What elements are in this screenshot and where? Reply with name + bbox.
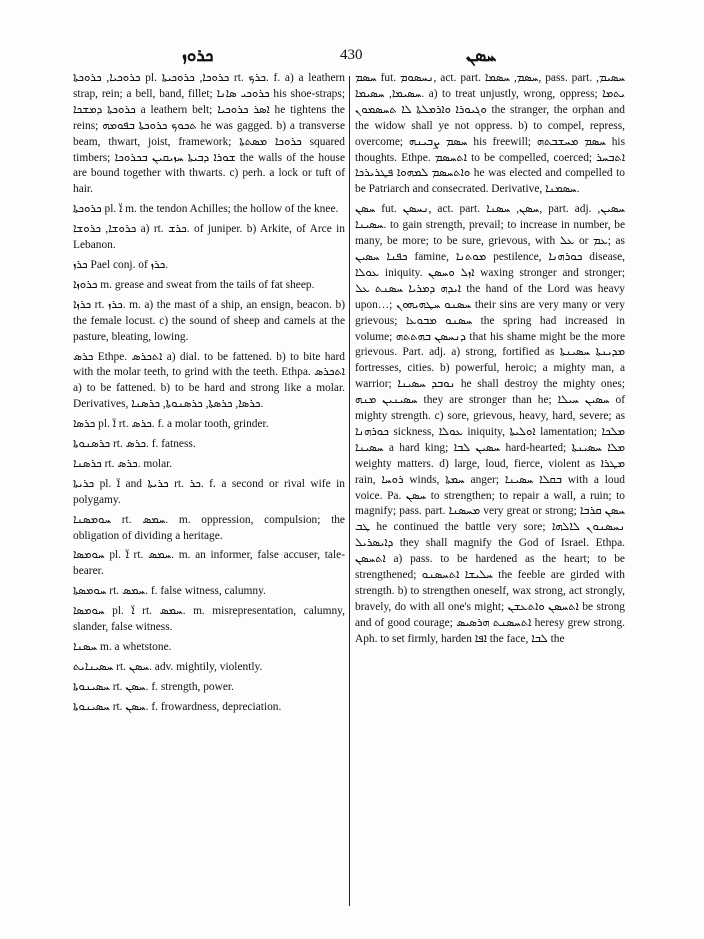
dictionary-entry: ܚܘܡܣܬܐ rt. ܚܡܣ. f. false witness, calumny. (73, 585, 266, 598)
left-column (73, 71, 345, 720)
dictionary-entry: ܚܘܡܣܐ pl. ܐ̈ rt. ܚܡܣ. m. an informer, false accuser, tale-bearer. (73, 549, 345, 578)
dictionary-entry: ܟܪܘܙܐ m. grease and sweat from the tails of fat sheep. (73, 278, 315, 291)
page-header (0, 46, 704, 70)
dictionary-entry: ܚܣܝܢܐܝܬ rt. ܚܣܢ. adv. mightily, violently. (73, 660, 263, 673)
dictionary-entry: ܚܘܡܣܐ pl. ܐ̈ rt. ܚܡܣ. m. misrepresentation, calumny, slander, false witness. (73, 605, 345, 634)
dictionary-entry: ܟܪܣܢܘܬܐ rt. ܟܪܣ. f. fatness. (73, 438, 196, 451)
dictionary-entry: ܚܣܝܢܘܬܐ rt. ܚܣܢ. f. strength, power. (73, 680, 234, 693)
dictionary-entry: ܚܘܡܣܢܐ rt. ܚܡܣ. m. oppression, compulsion; the obligation of dividing a heritage. (73, 513, 345, 542)
dictionary-entry: ܟܪܘܟܬܐ pl. ܐ̈ m. the tendon Achilles; the hollow of the knee. (73, 203, 339, 216)
left-guide-word: ܟܪܘܙ (182, 46, 214, 66)
dictionary-entry: ܚܣܡ fut. ܢܚܣܘܡ, act. part. ܚܣܡ, ܚܣܡܐ, pass. part. ܚܣܝܡ, ܚܣܝܡܐ, ܚܣܝܡܐ. a) to treat unjustly, wrong, oppress; ܝܬܡܐ ܘܓܝܘܪܐ ܘܐܪܡܠܬܐ ܠܐ ܬܚܣܡܘܢ the stranger, the orphan and the widow shall ye not oppress. b) to compel, repress, overcome; ܚܣܡ ܨܒܝܢܗ his freewill; ܚܣܡ ܡܚܫܒܬܗ his thoughts. Ethpe. ܐܬܚܣܡ to be compelled, coerced; ܐܬܒܚܪ ܘܐܬܚܣܡ ܠܡܗܘܐ ܦܛܪܝܪܟܐ he was elected and compelled to be Patriarch and consecrated. Derivative, ܚܣܡܢܐ. (355, 72, 626, 196)
right-guide-word: ܚܣܢ (466, 46, 497, 66)
dictionary-entry: ܚܣܢܐ m. a whetstone. (73, 641, 172, 653)
dictionary-entry: ܟܪܣܐ pl. ܐ̈ rt. ܟܪܣ. f. a molar tooth, grinder. (73, 418, 269, 431)
dictionary-entry: ܟܪܘܟܝܐ, ܟܪܘܟܬܐ pl. ܟܪܘܟܐ, ܟܪܘܟܝܬܐ rt. ܟܪܟ. f. a) a leathern strap, rein; a bell, band, fillet; ܟܪܘܟܝ ܣܐܢܐ his shoe-straps; ܟܪܘܟܬܐ ܕܡܫܟܐ a leathern belt; ܐܣܪ ܟܪܘܟܝܐ he tightens the reins; ܬܟܘܟ ܟܪܘܟܬܐ ܒܦܘܡܗ he was gagged. b) a transverse beam, thwart, joist, framework; ܟܪܘܟܐ ܡܣܬܬܐ squared timbers; ܫܘܪܐ ܕܒܝܬܐ ܚܙܝܩܝܢ ܒܟܪܘܟܐ the walls of the house are bound together with thwarts. c) perh. a lock or tuft of hair. (73, 72, 346, 196)
dictionary-entry: ܚܣܝܢܘܬܐ rt. ܚܣܢ. f. frowardness, depreciation. (73, 700, 282, 713)
dictionary-entry: ܚܣܢ fut. ܢܚܣܢ, act. part. ܚܣܢ, ܚܣܢܐ, part. adj. ܚܣܝܢ, ܚܣܝܢܐ. to gain strength, prevail; to increase in number, be many, be more; to be sure, grievous, with ܥܠ or ܥܡ; as ܟܦܢܐ ܚܣܝܢ famine, ܡܘܬܢܐ pestilence, ܟܘܪܗܢܐ disease, ܥܘܠܐ iniquity. ܐܙܠ ܘܚܣܢ waxing stronger and stronger; ܐܝܕܗ ܕܡܪܝܐ ܚܣܢܬ ܥܠ the hand of the Lord was heavy upon…; ܚܣܢܘ ܚܛܗܝܗܘܢ their sins are very many or very grievous; ܚܣܢܘ ܡܒܘܥܐ the spring had increased in volume; ܕܢܚܣܢ ܒܗܬܬܗ that his shame might be the more grievous. Part. adj. a) strong, fortified as ܡܕܝܢܬܐ ܚܣܝܢܬܐ fortresses, cities. b) powerful, heroic; a mighty man, a warrior; ܢܘܒܕ ܚܣܝܢܐ he shall destroy the mighty ones; ܚܣܝܢܝܢ ܡܢܗ they are stronger than he; ܚܣܝܢ ܚܝܠܐ of mighty strength. c) sore, grievous, heavy, hard, severe; as ܟܘܪܗܢܐ sickness, ܥܘܠܐ iniquity, ܐܘܠܝܬܐ lamentation; ܡܠܟܐ ܚܣܝܢܐ a hard king; ܚܣܝܢ ܠܒܐ hard-hearted; ܡܠܐ ܚܣܝܢܬܐ weighty matters. d) large, loud, fierce, violent as ܡܛܪܐ rain, ܪܘܚܐ winds, ܚܡܬܐ anger; ܒܩܠܐ ܚܣܝܢܐ with a loud voice. Pa. ܚܣܢ to strengthen; to repair a wall, a ruin; to magnify; pass. part. ܡܚܣܢܐ very great or strong; ܚܣܢ ܩܪܒܐ ܛܒ he continued the battle very sore; ܢܚܣܢܘܢ ܠܐܠܗܐ ܕܐܝܣܪܝܠ they shall magnify the God of Israel. Ethpa. ܐܬܚܣܢ a) pass. to be hardened as the heart; to be strengthened; ܚܠܝܫܐ ܐܬܚܣܢܘ the feeble are girded with strength. b) to strengthen oneself, wax strong, act strongly, bravely, do with all one's might; ܐܬܚܣܢ ܘܐܬܥܫܢ be strong and of good courage; ܐܬܚܣܢܬ ܗܪܣܝܣ heresy grew strong. Aph. to set firmly, harden ܐܦܐ the face, ܠܒܐ the (355, 203, 626, 645)
dictionary-entry: ܟܪܘܫܐ, ܟܪܘܫܐ a) rt. ܟܪܫ. of juniper. b) Arkite, of Arce in Lebanon. (73, 223, 346, 252)
dictionary-entry: ܟܪܣܢܐ rt. ܟܪܣ. molar. (73, 457, 173, 470)
right-column (355, 71, 625, 652)
column-divider (349, 76, 350, 906)
dictionary-entry: ܟܪܣ Ethpe. ܐܬܟܪܣ a) dial. to be fattened. b) to bite hard with the molar teeth, to grind with the teeth. Ethpa. ܐܬܟܪܣ a) to be fattened. b) to be hard and strong like a molar. Derivatives, ܟܪܣܐ, ܟܪܣܬܐ, ܟܪܣܢܘܬܐ, ܟܪܣܢܐ. (73, 350, 345, 411)
dictionary-entry: ܟܪܝܬܐ pl. ܐ̈ and ܟܪܝܬܐ rt. ܟܪ. f. a second or rival wife in polygamy. (73, 477, 345, 506)
page-number: 430 (340, 47, 363, 63)
dictionary-entry: ܟܪܙ Pael conj. of ܟܪܙ. (73, 258, 169, 271)
dictionary-entry: ܟܪܙܐ rt. ܟܪܙ. m. a) the mast of a ship, an ensign, beacon. b) the female locust. c) the sound of sheep and camels at the pasture, bleating, lowing. (73, 298, 345, 343)
